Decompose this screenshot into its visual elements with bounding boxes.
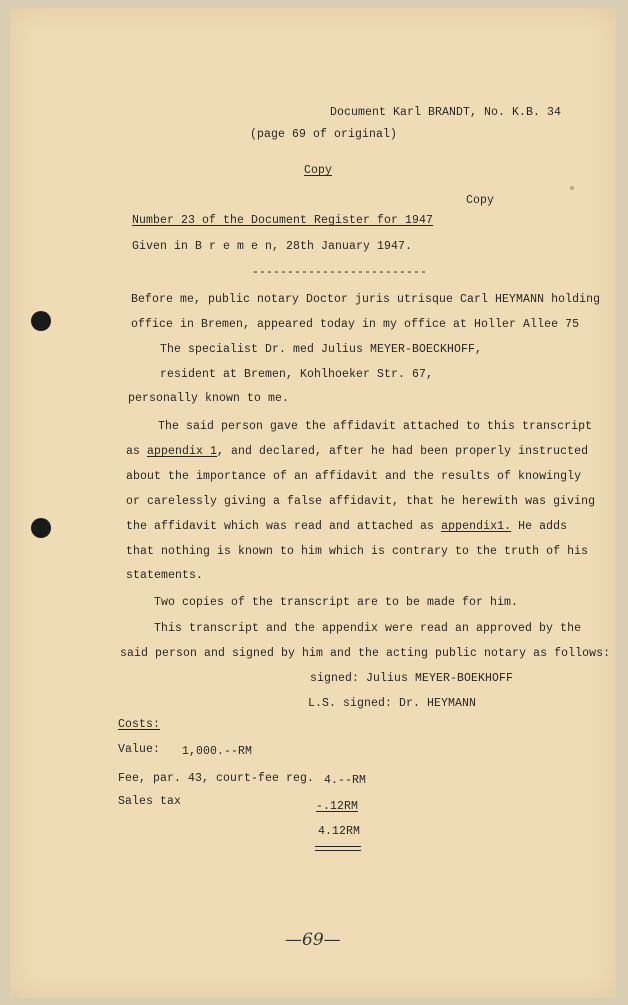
cost-amount: 1,000.--RM xyxy=(182,745,253,758)
appendix-reference: appendix 1 xyxy=(147,445,218,458)
cost-label: Fee, par. 43, court-fee reg. xyxy=(118,772,315,785)
register-number: Number 23 of the Document Register for 1947 xyxy=(132,214,434,227)
original-page-reference: (page 69 of original) xyxy=(250,128,398,141)
paragraph-line: The said person gave the affidavit attached to this transcript xyxy=(158,420,593,433)
cost-label: Value: xyxy=(118,743,161,756)
separator-dashes: ------------------------- xyxy=(252,266,428,279)
cost-total: 4.12RM xyxy=(318,825,361,838)
cost-label: Sales tax xyxy=(118,795,182,808)
paper-smudge xyxy=(570,186,574,190)
document-reference: Document Karl BRANDT, No. K.B. 34 xyxy=(330,106,562,119)
paragraph-line: Two copies of the transcript are to be made for him. xyxy=(154,596,519,609)
paragraph-line: personally known to me. xyxy=(128,392,290,405)
paragraph-line: or carelessly giving a false affidavit, that he herewith was giving xyxy=(126,495,596,508)
punch-hole-bottom xyxy=(31,518,51,538)
paragraph-line: The specialist Dr. med Julius MEYER-BOECKHOFF, xyxy=(160,343,483,356)
cost-amount: -.12RM xyxy=(316,800,359,813)
copy-label-right: Copy xyxy=(466,194,495,207)
signature-line: L.S. signed: Dr. HEYMANN xyxy=(308,697,477,710)
paragraph-line: This transcript and the appendix were read an approved by the xyxy=(154,622,582,635)
paragraph-line: about the importance of an affidavit and the results of knowingly xyxy=(126,470,582,483)
paragraph-line: that nothing is known to him which is contrary to the truth of his xyxy=(126,545,589,558)
paragraph-line: the affidavit which was read and attached as appendix1. He adds xyxy=(126,520,568,533)
paragraph-line: office in Bremen, appeared today in my office at Holler Allee 75 xyxy=(131,318,580,331)
paragraph-line: said person and signed by him and the acting public notary as follows: xyxy=(120,647,611,660)
appendix-reference: appendix1. xyxy=(441,520,512,533)
costs-heading: Costs: xyxy=(118,718,161,731)
paragraph-line: statements. xyxy=(126,569,204,582)
total-rule xyxy=(315,850,361,851)
punch-hole-top xyxy=(31,311,51,331)
total-rule xyxy=(315,846,361,847)
document-page xyxy=(10,8,616,998)
page-number: —69— xyxy=(285,930,341,950)
signature-line: signed: Julius MEYER-BOEKHOFF xyxy=(310,672,514,685)
given-in-line: Given in B r e m e n, 28th January 1947. xyxy=(132,240,413,253)
paragraph-line: resident at Bremen, Kohlhoeker Str. 67, xyxy=(160,368,434,381)
copy-title: Copy xyxy=(304,164,333,177)
paragraph-line: Before me, public notary Doctor juris utrisque Carl HEYMANN holding xyxy=(131,293,601,306)
cost-amount: 4.--RM xyxy=(324,774,367,787)
paragraph-line: as appendix 1, and declared, after he had been properly instructed xyxy=(126,445,589,458)
